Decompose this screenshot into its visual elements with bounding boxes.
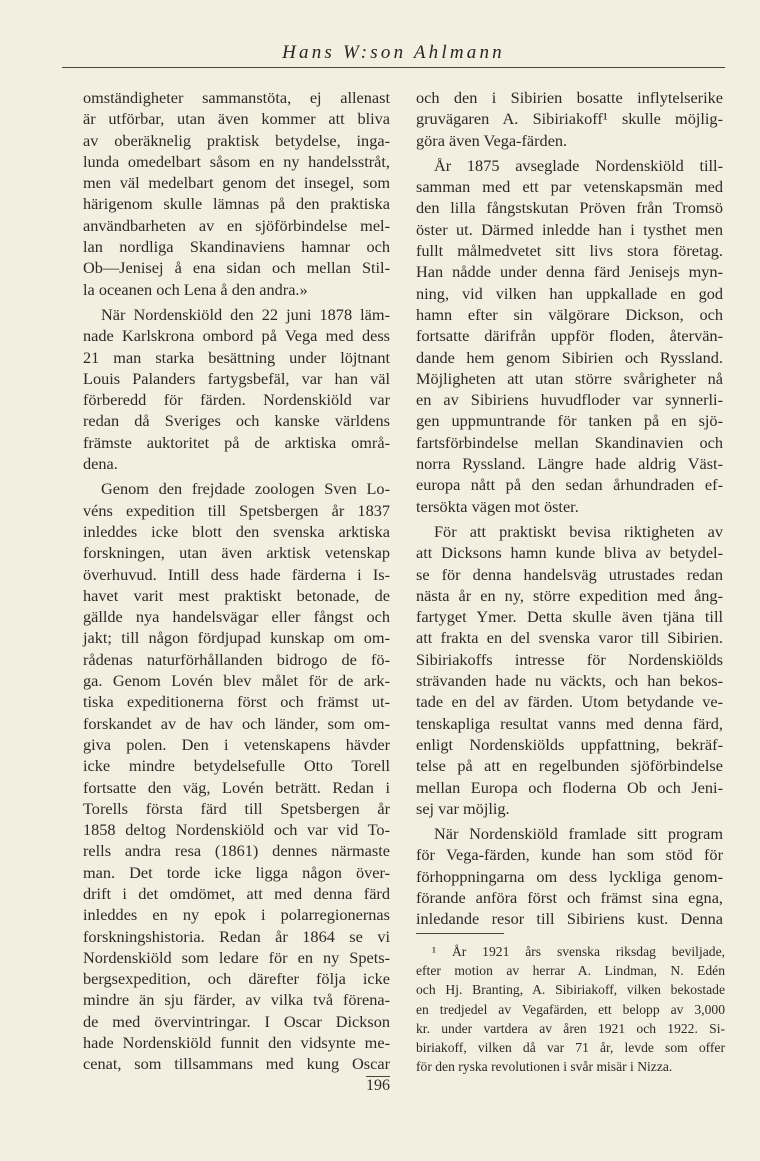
text-line: användbarheten av en sjöförbindelse mel- [83, 215, 390, 235]
footnote-line: och Hj. Branting, A. Sibiriakoff, vilken bekostade [416, 982, 725, 998]
text-line: redan då Sveriges och kanske världens [83, 411, 390, 431]
text-line: bergsexpedition, och därefter följa icke [83, 969, 390, 989]
paragraph [83, 87, 390, 300]
text-line: överhuvud. Intill dess hade färderna i Is- [83, 564, 390, 584]
text-line: gen uppmuntrande för tanken på en sjö- [416, 411, 723, 431]
text-line: Torells första färd till Spetsbergen år [83, 798, 390, 818]
text-line: dande hem genom Sibirien och Ryssland. [416, 347, 723, 367]
text-line: Sibiriakoffs intresse för Nordenskiölds [416, 649, 723, 669]
text-line: att frakta en del svenska varor till Sibirien. [416, 628, 723, 648]
text-line: Han nådde under denna färd Jenisejs myn- [416, 262, 723, 282]
text-line: främste auktoritet på de arktiska områ- [83, 432, 390, 452]
text-line: för Vega-färden, kunde han som stöd för [416, 845, 723, 865]
footnote-line: kr. under vartdera av åren 1921 och 1922. Si- [416, 1020, 725, 1036]
text-line: omständigheter sammanstöta, ej allenast [83, 88, 390, 107]
text-line: 1858 deltog Nordenskiöld och var vid To- [83, 820, 390, 840]
text-line: nade Karlskrona ombord på Vega med dess [83, 326, 390, 346]
text-line: telse på att en regelbunden sjöförbindelse [416, 756, 723, 776]
text-line: tade en del av färden. Utom betydande ve- [416, 692, 723, 712]
footnote-line: ¹ År 1921 års svenska riksdag beviljade, [432, 944, 725, 959]
footnote-rule [416, 933, 504, 934]
text-line: År 1875 avseglade Nordenskiöld till- [434, 155, 723, 175]
text-line: lunda omedelbart såsom en ny handelsstråt, [83, 151, 390, 171]
text-line: forskandet av de hav och länder, som om- [83, 713, 390, 733]
text-line: rells andra resa (1861) dennes närmaste [83, 841, 390, 861]
text-line: öster ut. Därmed inledde han i tysthet men [416, 219, 723, 239]
text-line: inleddes en ny epok i polarregionernas [83, 905, 390, 925]
text-line: cenat, som tillsammans med kung Oscar [83, 1054, 390, 1074]
text-line: inleddes icke blott den svenska arktiska [83, 521, 390, 541]
text-line: europa nått på den sedan århundraden ef- [416, 475, 723, 495]
text-line: att Dicksons hamn kunde bliva av betydel- [416, 543, 723, 563]
footnote-line: efter motion av herrar A. Lindman, N. Edén [416, 963, 725, 979]
text-line: icke mindre betydelsefulle Otto Torell [83, 756, 390, 776]
text-line: Ob—Jenisej å ena sidan och mellan Stil- [83, 258, 390, 278]
text-line: förande anföra först och främst sina egna, [416, 887, 723, 907]
text-line: mellan Europa och floderna Ob och Jeni- [416, 777, 723, 797]
text-line: gruvägaren A. Sibiriakoff¹ skulle möjlig- [416, 109, 723, 129]
right-text-column [416, 87, 723, 930]
text-line: havet varit mest praktiskt betonade, de [83, 585, 390, 605]
text-line: För att praktiskt bevisa riktigheten av [434, 521, 723, 541]
text-line: sej var möjlig. [416, 798, 510, 818]
text-line: fortsatte den väg, Lovén beträtt. Redan i [83, 777, 390, 797]
text-line: tersökta vägen mot öster. [416, 496, 579, 516]
paragraph [416, 823, 723, 929]
text-line: Genom den frejdade zoologen Sven Lo- [101, 479, 390, 499]
text-line: jakt; till någon fördjupad kunskap om om- [83, 628, 390, 648]
text-line: hade Nordenskiöld funnit den vidsynte me- [83, 1033, 390, 1053]
text-line: lan nordliga Skandinaviens hamnar och [83, 237, 390, 257]
text-line: ga. Genom Lovén blev målet för de ark- [83, 671, 390, 691]
text-line: dena. [83, 454, 118, 474]
text-line: fortsatte därifrån uppför floden, återvän- [416, 326, 723, 346]
footnote-text [416, 942, 725, 1076]
footnote [416, 933, 725, 1076]
text-line: fartyget Ymer. Detta skulle även tjäna till [416, 607, 723, 627]
running-header [62, 40, 725, 68]
text-line: men väl medelbart genom det insegel, som [83, 173, 390, 193]
text-line: Nordenskiöld som ledare för en ny Spets- [83, 947, 390, 967]
running-title: Hans W:son Ahlmann [282, 42, 505, 63]
text-line: fartsförbindelse mellan Skandinavien och [416, 432, 723, 452]
page-number: 196 [366, 1077, 390, 1094]
paragraph [83, 304, 390, 474]
text-line: förberedd för färden. Nordenskiöld var [83, 390, 390, 410]
text-line: nästa år en ny, större expedition med ång- [416, 585, 723, 605]
text-line: den lilla fångstskutan Pröven från Tromsö [416, 198, 723, 218]
text-line: Louis Palanders fartygsbefäl, var han väl [83, 368, 390, 388]
text-line: När Nordenskiöld den 22 juni 1878 läm- [101, 304, 390, 324]
text-line: forskningshistoria. Redan år 1864 se vi [83, 926, 390, 946]
text-line: inledande resor till Sibiriens kust. Denna [416, 909, 723, 929]
footnote-line: biriakoff, vilken då var 71 år, levde som offer [416, 1039, 725, 1055]
text-line: giva polen. Den i vetenskapens hävder [83, 734, 390, 754]
text-line: hamn efter sin välgörare Dickson, och [416, 304, 723, 324]
text-line: härigenom skulle lämnas på den praktiska [83, 194, 390, 214]
text-line: la oceanen och Lena å den andra.» [83, 279, 308, 299]
text-line: samman med ett par vetenskapsmän med [416, 177, 723, 197]
text-line: strävanden hade nu väckts, och han bekos- [416, 671, 723, 691]
text-line: de med övervintringar. I Oscar Dickson [83, 1011, 390, 1031]
paragraph [416, 521, 723, 819]
text-line: förhoppningarna om dess lyckliga genom- [416, 866, 723, 886]
text-line: se för denna handelsväg utrustades redan [416, 564, 723, 584]
text-line: göra även Vega-färden. [416, 130, 568, 150]
text-line: norra Ryssland. Längre hade aldrig Väst- [416, 454, 723, 474]
text-line: drift i det omdömet, att med denna färd [83, 883, 390, 903]
text-line: véns expedition till Spetsbergen år 1837 [83, 500, 390, 520]
text-line: 21 man starka besättning under löjtnant [83, 347, 390, 367]
left-text-column [83, 87, 390, 1075]
text-line: gällde nya handelsvägar eller fångst och [83, 607, 390, 627]
text-line: Möjligheten att utan större svårigheter nå [416, 368, 723, 388]
paragraph [83, 478, 390, 1074]
text-line: en av Sibiriens huvudfloder var synnerli- [416, 390, 723, 410]
text-line: är utförbar, utan även kommer att bliva [83, 109, 390, 129]
text-line: ning, vid vilken han uppkallade en god [416, 283, 723, 303]
paragraph [416, 155, 723, 517]
text-line: enligt Nordenskiölds uppfattning, bekräf- [416, 734, 723, 754]
text-line: tiska expeditionerna först och främst ut- [83, 692, 390, 712]
text-line: forskningen, utan även arktisk vetenskap [83, 543, 390, 563]
footnote-line: en tredjedel av Vegafärden, ett belopp av 3,000 [416, 1001, 725, 1017]
text-line: fullt målmedvetet sitt livs stora företag. [416, 241, 723, 261]
text-line: och den i Sibirien bosatte inflytelserike [416, 88, 723, 107]
text-line: rådenas naturförhållanden bidrogo de fö- [83, 649, 390, 669]
text-line: av oberäknelig praktisk betydelse, inga- [83, 130, 390, 150]
paragraph [416, 87, 723, 151]
text-line: mindre än sju färder, av vilka två förena- [83, 990, 390, 1010]
text-line: tenskapliga resultat vanns med denna färd, [416, 713, 723, 733]
text-line: man. Det torde icke ligga någon över- [83, 862, 390, 882]
text-line: När Nordenskiöld framlade sitt program [434, 824, 723, 844]
footnote-line: för den ryska revolutionen i svår misär i Nizza. [416, 1059, 673, 1075]
